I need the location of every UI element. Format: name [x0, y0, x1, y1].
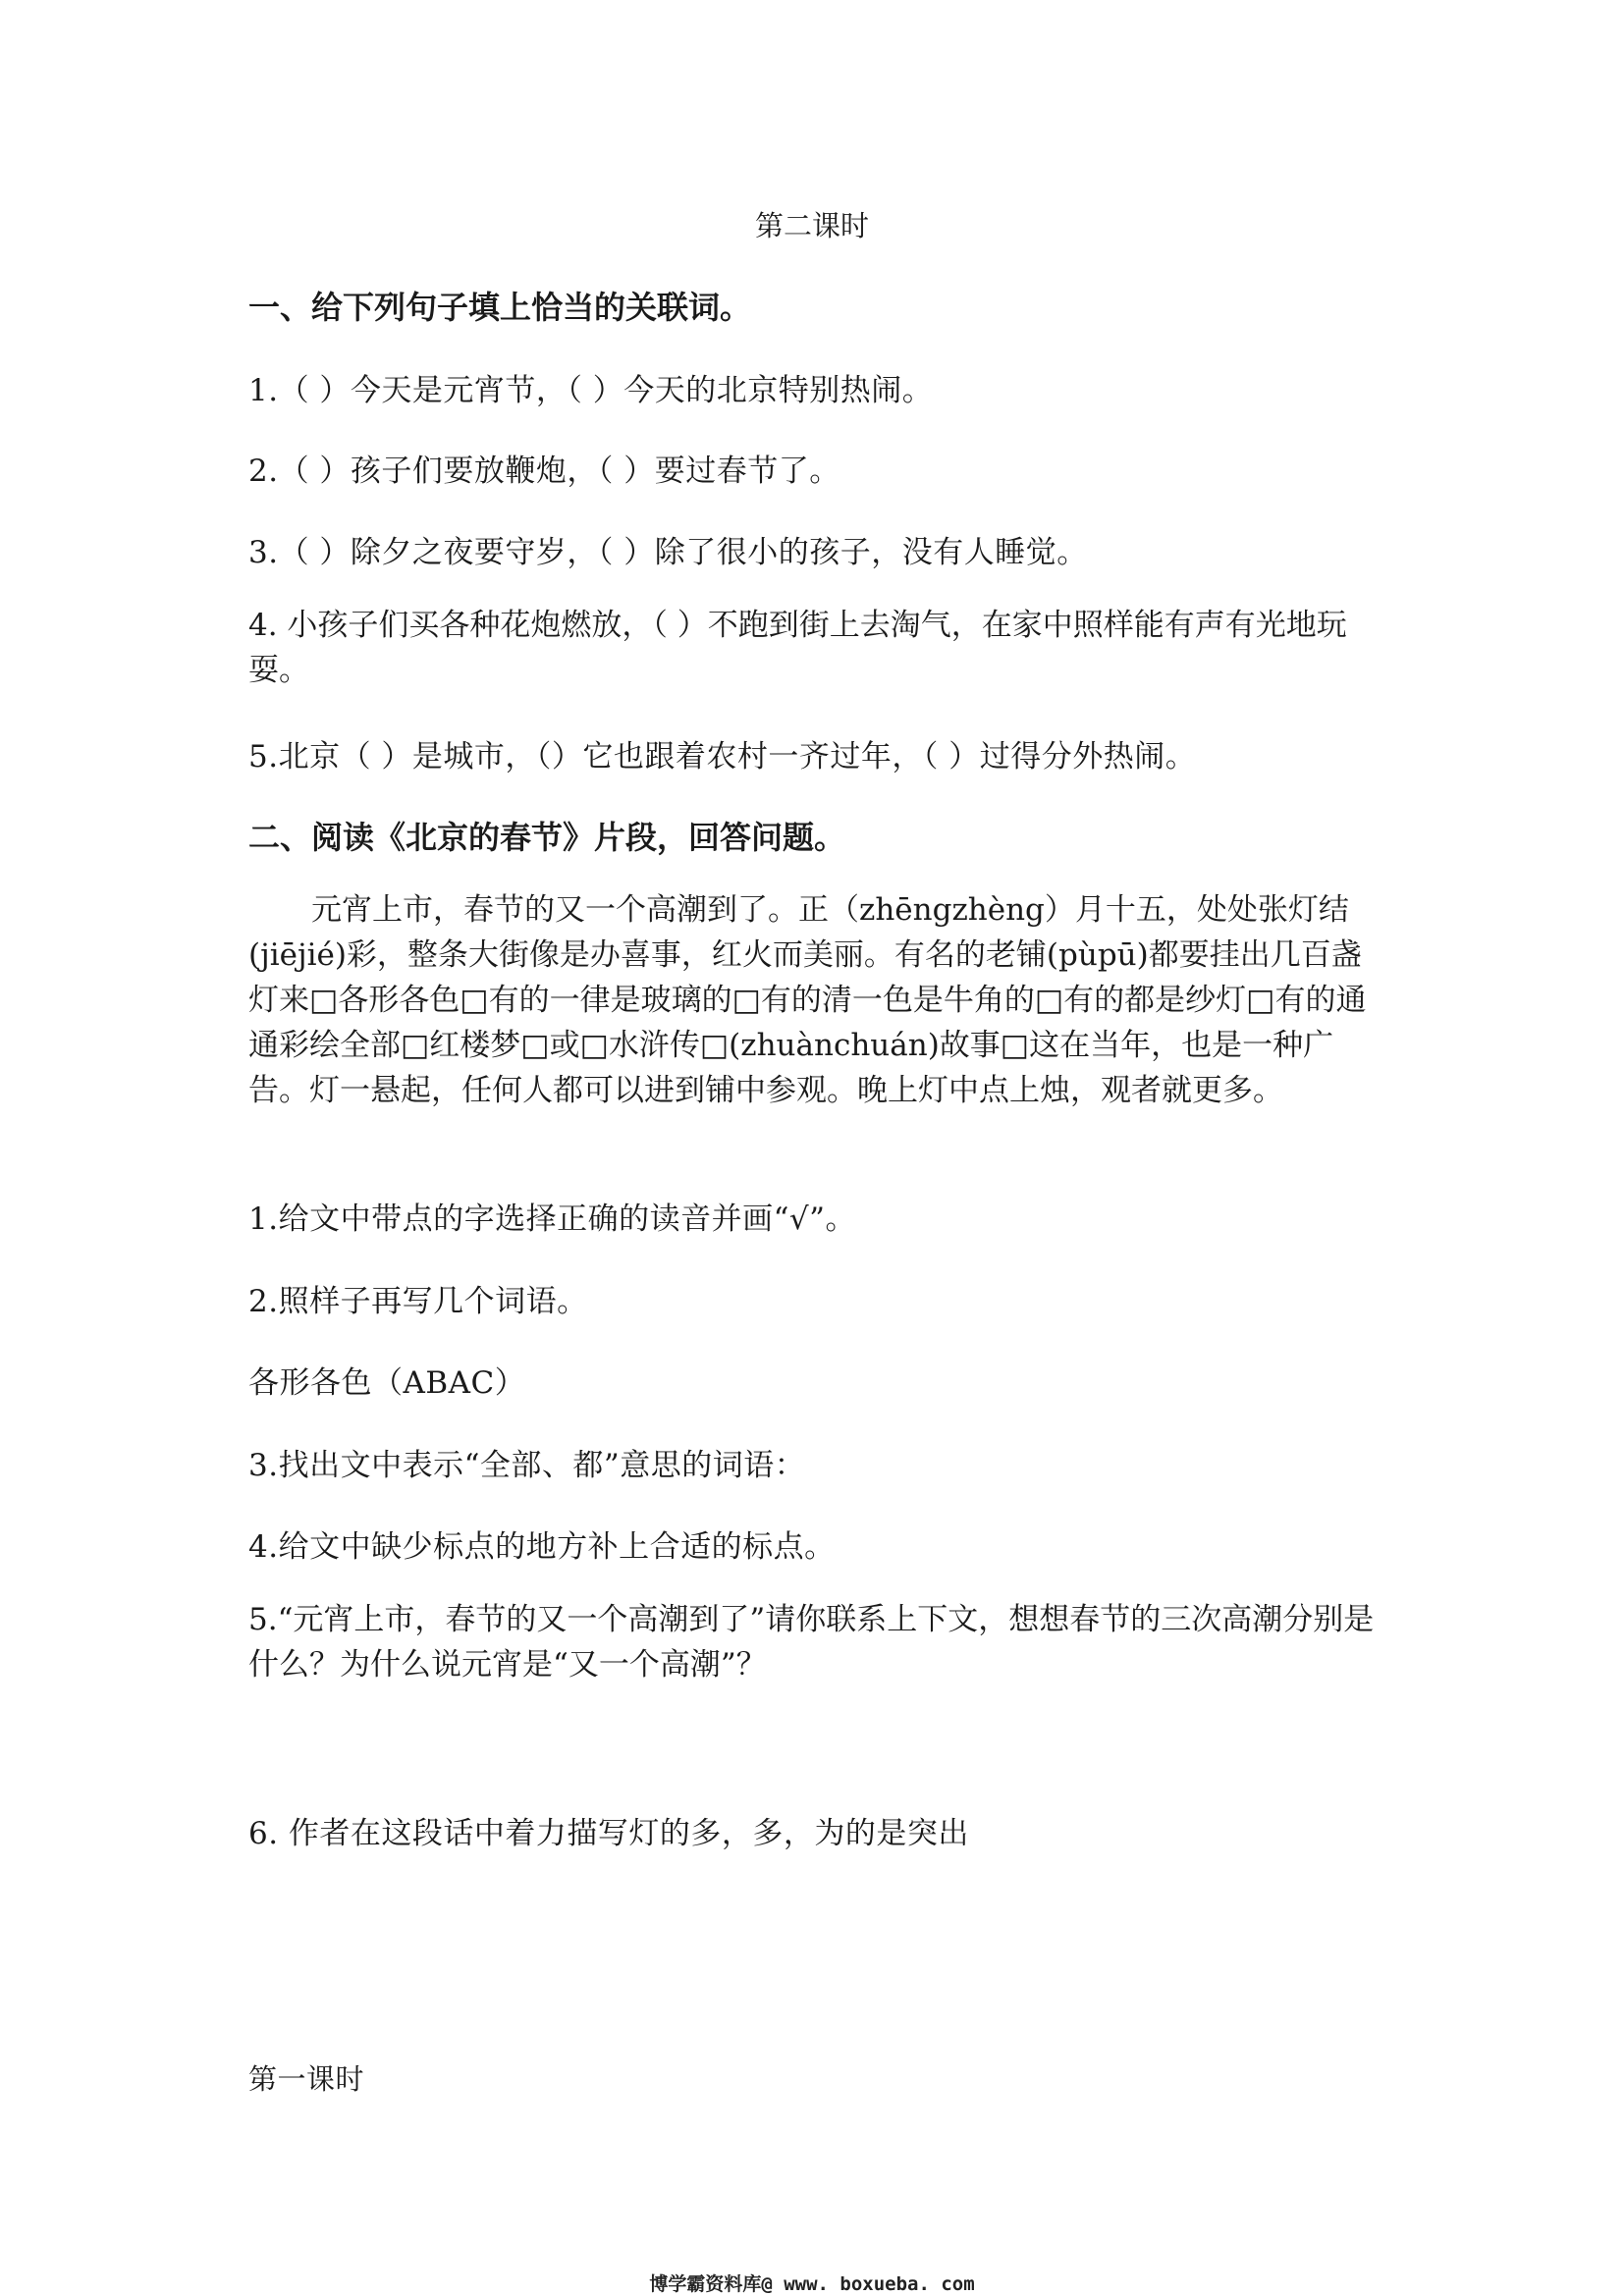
page-title: 第二课时	[754, 209, 869, 242]
section2-heading: 二、阅读《北京的春节》片段，回答问题。	[248, 819, 846, 856]
question-2: 2.照样子再写几个词语。	[248, 1284, 588, 1319]
question-5: 5.“元宵上市，春节的又一个高潮到了”请你联系上下文，想想春节的三次高潮分别是什么？为什么说元宵是“又一个高潮”？	[248, 1602, 1375, 1682]
section1-item-5: 5.北京（ ）是城市，（）它也跟着农村一齐过年，（ ）过得分外热闹。	[248, 739, 1197, 774]
section1-heading: 一、给下列句子填上恰当的关联词。	[248, 289, 752, 326]
next-lesson-title: 第一课时	[248, 2062, 365, 2096]
section1-item-3: 3.（ ）除夕之夜要守岁，（ ）除了很小的孩子，没有人睡觉。	[248, 535, 1088, 570]
question-4: 4.给文中缺少标点的地方补上合适的标点。	[248, 1529, 836, 1565]
question-2-example: 各形各色（ABAC）	[248, 1365, 526, 1401]
footer-watermark: 博学霸资料库@ www. boxueba. com	[649, 2273, 975, 2295]
question-3: 3.找出文中表示“全部、都”意思的词语：	[248, 1448, 806, 1483]
section1-item-2: 2.（ ）孩子们要放鞭炮，（ ）要过春节了。	[248, 454, 840, 489]
question-1: 1.给文中带点的字选择正确的读音并画“√”。	[248, 1201, 857, 1237]
reading-passage: 元宵上市，春节的又一个高潮到了。正（zhēngzhèng）月十五，处处张灯结(jiējié)彩，整条大街像是办喜事，红火而美丽。有名的老铺(pùpū)都要挂出几百盏灯来□各形各色□有的一律是玻璃的□有的清一色是牛角的□有的都是纱灯□有的通通彩绘全部□红楼梦□或□水浒传□(zhuànchuán)故事□这在当年，也是一种广告。灯一悬起，任何人都可以进到铺中参观。晚上灯中点上烛，观者就更多。	[248, 892, 1367, 1108]
question-6: 6. 作者在这段话中着力描写灯的多，多，为的是突出	[248, 1816, 969, 1851]
section1-item-1: 1.（ ）今天是元宵节，（ ）今天的北京特别热闹。	[248, 373, 934, 408]
section1-item-4: 4. 小孩子们买各种花炮燃放，（ ）不跑到街上去淘气，在家中照样能有声有光地玩耍。	[248, 608, 1347, 688]
